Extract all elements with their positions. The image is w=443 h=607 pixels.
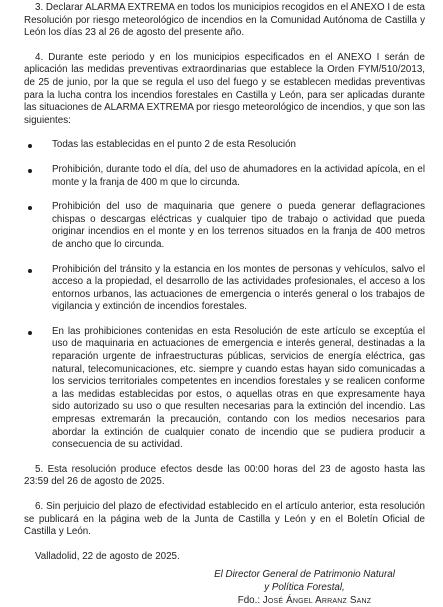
- paragraph-5: 5. Esta resolución produce efectos desde las 00:00 horas del 23 de agosto hasta las 23:59 del 26 de agosto de 2025.: [24, 463, 425, 488]
- bullet-icon: [28, 331, 32, 335]
- bullet-icon: [28, 269, 32, 273]
- list-item: [24, 326, 425, 452]
- list-item: [24, 264, 425, 314]
- signer-title-line-2: y Política Forestal,: [264, 581, 345, 593]
- signed-prefix: Fdo.:: [237, 594, 263, 606]
- bullet-icon: [28, 206, 32, 210]
- list-item-text: Todas las establecidas en el punto 2 de esta Resolución: [52, 139, 296, 151]
- list-item: [24, 201, 425, 251]
- paragraph-4: 4. Durante este periodo y en los municipios especificados en el ANEXO I serán de aplicación las medidas preventivas extraordinarias que establece la Orden FYM/510/2013, de 25 de junio, por la que se regula el uso del fuego y se establecen medidas preventivas para la lucha contra los incendios forestales en Castilla y León, para ser aplicadas durante las situaciones de ALARMA EXTREMA por riesgo meteorológico de incendios, y que son las siguientes:: [24, 51, 425, 126]
- paragraph-6: 6. Sin perjuicio del plazo de efectividad establecido en el artículo anterior, esta resolución se publicará en la página web de la Junta de Castilla y León y en el Boletín Oficial de Castilla y León.: [24, 501, 425, 538]
- list-item-text: Prohibición del uso de maquinaria que genere o pueda generar deflagraciones chispas o descargas eléctricas y cualquier tipo de trabajo o actividad que pueda originar incendios en el monte y en los terrenos situados en la franja de 400 metros de ancho que lo circunda.: [52, 201, 425, 250]
- paragraph-3: 3. Declarar ALARMA EXTREMA en todos los municipios recogidos en el ANEXO I de esta Resolución por riesgo meteorológico de incendios en la Comunidad Autónoma de Castilla y León los días 23 al 26 de agosto del presente año.: [24, 2, 425, 39]
- list-item-text: Prohibición, durante todo el día, del uso de ahumadores en la actividad apícola, en el monte y la franja de 400 m que lo circunda.: [52, 163, 425, 188]
- signer-name-line: [184, 595, 425, 607]
- list-item: [24, 164, 425, 189]
- list-item: [24, 139, 425, 152]
- bullet-icon: [28, 144, 32, 148]
- list-item-text: Prohibición del tránsito y la estancia en los montes de personas y vehículos, salvo el acceso a la propiedad, el desarrollo de las actividades profesionales, el acceso a los entornos urbanos, las actuaciones de emergencia o interés general o los trabajos de vigilancia y extinción de incendios forestales.: [52, 263, 425, 313]
- list-item-text: En las prohibiciones contenidas en esta Resolución de este artículo se exceptúa el uso de maquinaria en actuaciones de emergencia e interés general, destinadas a la reparación urgente de infraestructuras públicas, servicios de energía eléctrica, gas natural, telecomunicaciones, etc. siempre y cuando estas hayan sido comunicadas a los servicios territoriales competentes en incendios forestales y se realicen conforme a las medidas establecidas por estos, o aquellas otras en que expresamente haya sido autorizado su uso o que resulten necesarias para la extinción del incendio. Las empresas extremarán la precaución, contando con los medios necesarios para abordar la extinción de cualquier conato de incendio que se pudiera producir a consecuencia de su actividad.: [52, 325, 425, 451]
- bullet-icon: [28, 169, 32, 173]
- measures-list: [24, 139, 425, 451]
- signer-title-line-1: El Director General de Patrimonio Natural: [214, 569, 395, 581]
- signer-name: José Ángel Arranz Sanz: [262, 594, 372, 606]
- signature-block: [184, 569, 425, 607]
- place-and-date: Valladolid, 22 de agosto de 2025.: [35, 550, 180, 562]
